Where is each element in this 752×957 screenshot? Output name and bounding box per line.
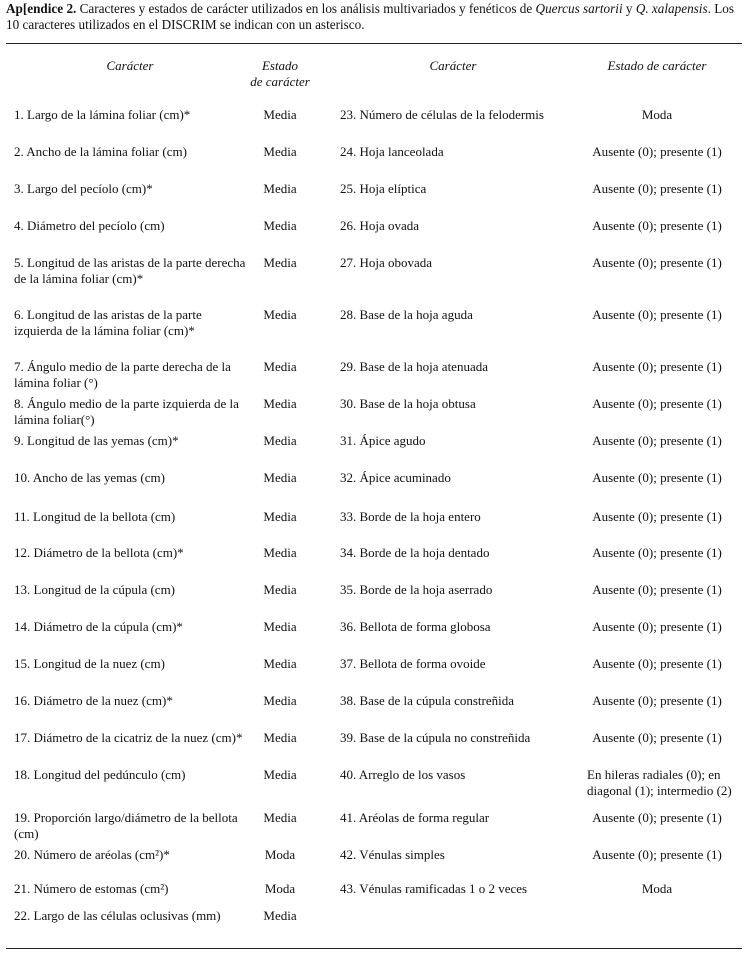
header-state-left-line2: de carácter	[250, 74, 310, 89]
character-cell: 22. Largo de las células oclusivas (mm)	[14, 908, 221, 923]
state-cell: Moda	[641, 107, 673, 122]
state-cell: Ausente (0); presente (1)	[592, 307, 722, 322]
character-cell: 7. Ángulo medio de la parte derecha de la lámina foliar (°)	[14, 359, 231, 390]
character-cell: 5. Longitud de las aristas de la parte derecha de la lámina foliar (cm)*	[14, 255, 246, 286]
character-cell: 16. Diámetro de la nuez (cm)*	[14, 693, 173, 708]
character-cell: 33. Borde de la hoja entero	[340, 509, 481, 524]
state-cell: Media	[263, 908, 297, 923]
character-cell: 23. Número de células de la felodermis	[340, 107, 544, 122]
character-cell: 41. Aréolas de forma regular	[340, 810, 490, 825]
state-cell: Moda	[264, 881, 296, 896]
state-cell: Media	[263, 144, 297, 159]
state-cell: Media	[263, 307, 297, 322]
state-cell: Ausente (0); presente (1)	[592, 470, 722, 485]
character-cell: 3. Largo del pecíolo (cm)*	[14, 181, 153, 196]
character-cell: 35. Borde de la hoja aserrado	[340, 582, 493, 597]
character-cell: 18. Longitud del pedúnculo (cm)	[14, 767, 186, 782]
state-cell: Media	[263, 810, 297, 825]
character-cell: 43. Vénulas ramificadas 1 o 2 veces	[340, 881, 528, 896]
character-cell: 25. Hoja elíptica	[340, 181, 427, 196]
state-cell: Media	[263, 693, 297, 708]
state-cell: Media	[263, 181, 297, 196]
state-cell: Ausente (0); presente (1)	[592, 619, 722, 634]
state-cell: Media	[263, 218, 297, 233]
state-cell: Media	[263, 545, 297, 560]
character-cell: 34. Borde de la hoja dentado	[340, 545, 490, 560]
table-caption	[6, 1, 746, 33]
character-cell: 40. Arreglo de los vasos	[340, 767, 466, 782]
state-cell: Moda	[641, 881, 673, 896]
caption-text-3: . Los 10 caracteres utilizados en el DISCRIM se indican con un asterisco.	[6, 1, 734, 32]
character-cell: 29. Base de la hoja atenuada	[340, 359, 488, 374]
state-cell: Media	[263, 582, 297, 597]
caption-text-2: y	[622, 1, 636, 16]
state-cell: Ausente (0); presente (1)	[592, 255, 722, 270]
character-cell: 21. Número de estomas (cm²)	[14, 881, 169, 896]
character-cell: 27. Hoja obovada	[340, 255, 433, 270]
character-cell: 37. Bellota de forma ovoide	[340, 656, 486, 671]
header-character-right: Carácter	[429, 58, 477, 73]
state-cell: Ausente (0); presente (1)	[592, 433, 722, 448]
character-cell: 24. Hoja lanceolada	[340, 144, 444, 159]
state-cell: Media	[263, 509, 297, 524]
state-cell: Ausente (0); presente (1)	[592, 396, 722, 411]
character-cell: 13. Longitud de la cúpula (cm)	[14, 582, 176, 597]
character-cell: 32. Ápice acuminado	[340, 470, 451, 485]
character-cell: 28. Base de la hoja aguda	[340, 307, 473, 322]
state-cell: Ausente (0); presente (1)	[592, 730, 722, 745]
state-cell: Media	[263, 255, 297, 270]
state-cell: Ausente (0); presente (1)	[592, 545, 722, 560]
state-cell: Moda	[264, 847, 296, 862]
state-cell: Media	[263, 619, 297, 634]
state-cell: Media	[263, 730, 297, 745]
character-cell: 2. Ancho de la lámina foliar (cm)	[14, 144, 187, 159]
character-cell: 10. Ancho de las yemas (cm)	[14, 470, 165, 485]
character-cell: 31. Ápice agudo	[340, 433, 426, 448]
state-cell: Ausente (0); presente (1)	[592, 582, 722, 597]
state-cell: Ausente (0); presente (1)	[592, 656, 722, 671]
state-cell: Media	[263, 359, 297, 374]
character-cell: 15. Longitud de la nuez (cm)	[14, 656, 165, 671]
character-cell: 30. Base de la hoja obtusa	[340, 396, 476, 411]
character-cell: 20. Número de aréolas (cm²)*	[14, 847, 170, 862]
state-cell: Media	[263, 433, 297, 448]
character-cell: 6. Longitud de las aristas de la parte izquierda de la lámina foliar (cm)*	[14, 307, 202, 338]
state-cell: Ausente (0); presente (1)	[592, 359, 722, 374]
state-cell: Ausente (0); presente (1)	[592, 218, 722, 233]
character-cell: 4. Diámetro del pecíolo (cm)	[14, 218, 165, 233]
character-cell: 1. Largo de la lámina foliar (cm)*	[14, 107, 191, 122]
character-cell: 42. Vénulas simples	[340, 847, 445, 862]
character-cell: 36. Bellota de forma globosa	[340, 619, 491, 634]
character-cell: 26. Hoja ovada	[340, 218, 420, 233]
state-cell: Ausente (0); presente (1)	[592, 144, 722, 159]
state-cell: Media	[263, 767, 297, 782]
caption-label: Ap[endice 2.	[6, 1, 77, 16]
state-cell: Media	[263, 656, 297, 671]
caption-species-1: Quercus sartorii	[535, 1, 623, 16]
state-cell: Ausente (0); presente (1)	[592, 181, 722, 196]
state-cell: En hileras radiales (0); en diagonal (1); intermedio (2)	[587, 767, 732, 798]
caption-text-1: Caracteres y estados de carácter utilizados en los análisis multivariados y fenéticos de	[76, 1, 536, 16]
header-state-right: Estado de carácter	[607, 58, 707, 73]
character-cell: 12. Diámetro de la bellota (cm)*	[14, 545, 184, 560]
header-character-left: Carácter	[106, 58, 154, 73]
top-rule	[6, 43, 742, 44]
character-cell: 19. Proporción largo/diámetro de la bellota (cm)	[14, 810, 238, 841]
state-cell: Ausente (0); presente (1)	[592, 509, 722, 524]
caption-species-2: Q. xalapensis	[635, 1, 708, 16]
state-cell: Media	[263, 470, 297, 485]
state-cell: Ausente (0); presente (1)	[592, 847, 722, 862]
state-cell: Media	[263, 107, 297, 122]
character-cell: 38. Base de la cúpula constreñida	[340, 693, 514, 708]
character-cell: 39. Base de la cúpula no constreñida	[340, 730, 531, 745]
character-cell: 17. Diámetro de la cicatriz de la nuez (cm)*	[14, 730, 243, 745]
character-cell: 11. Longitud de la bellota (cm)	[14, 509, 176, 524]
state-cell: Ausente (0); presente (1)	[592, 810, 722, 825]
bottom-rule	[6, 948, 742, 949]
state-cell: Ausente (0); presente (1)	[592, 693, 722, 708]
character-cell: 14. Diámetro de la cúpula (cm)*	[14, 619, 183, 634]
state-cell: Media	[263, 396, 297, 411]
character-cell: 9. Longitud de las yemas (cm)*	[14, 433, 179, 448]
character-cell: 8. Ángulo medio de la parte izquierda de la lámina foliar(°)	[14, 396, 239, 427]
header-state-left-line1: Estado	[261, 58, 299, 73]
